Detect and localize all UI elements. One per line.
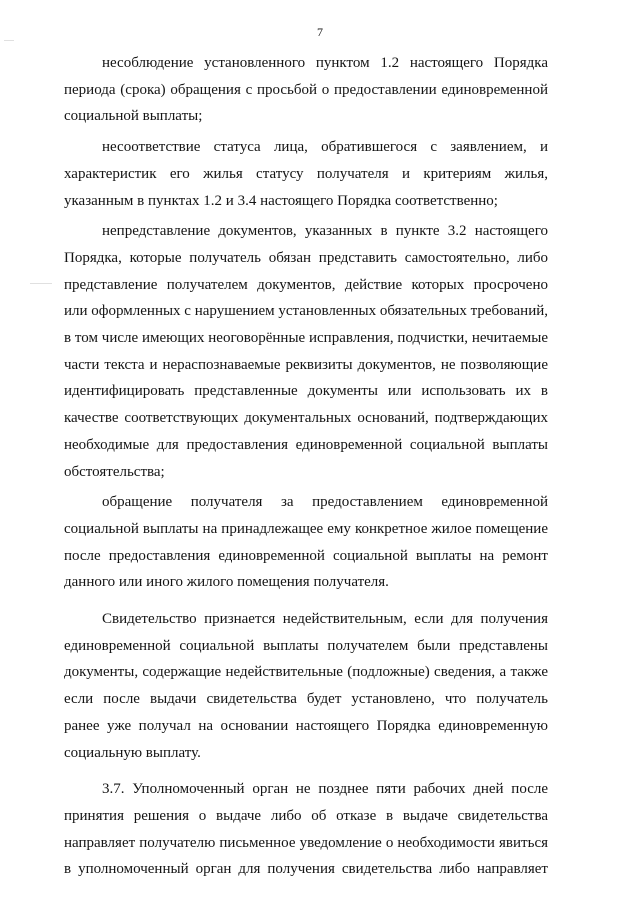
page-number: 7 (317, 25, 323, 39)
text-line: в уполномоченный орган для получения свидетельства либо направляет (64, 861, 548, 878)
text-line: принятия решения о выдаче либо об отказе в выдаче свидетельства (64, 807, 548, 824)
paragraph-certificate-invalid (64, 606, 548, 766)
text-line: обращение получателя за предоставлением единовременной (102, 494, 548, 511)
text-line: направляет получателю письменное уведомление о необходимости явиться (64, 834, 548, 851)
paragraph-status-mismatch (64, 134, 548, 214)
text-line: если после выдачи свидетельства будет установлено, что получатель (64, 691, 548, 708)
text-line: качестве соответствующих документальных оснований, подтверждающих (64, 410, 548, 427)
text-line: документы, содержащие недействительные (подложные) сведения, а также (64, 664, 548, 681)
text-line: непредставление документов, указанных в пункте 3.2 настоящего (102, 223, 548, 240)
text-line: или оформленных с нарушением установленных обязательных требований, (64, 303, 548, 320)
paragraph-clause-3-7 (64, 776, 548, 883)
text-line: после предоставления единовременной социальной выплаты на ремонт (64, 547, 548, 564)
text-line: указанным в пунктах 1.2 и 3.4 настоящего Порядка соответственно; (64, 192, 498, 209)
paragraph-noncompliance-period (64, 50, 548, 130)
text-line: несоблюдение установленного пунктом 1.2 настоящего Порядка (102, 55, 548, 71)
text-line: данного или иного жилого помещения получателя. (64, 574, 389, 591)
text-line: в том числе имеющих неоговорённые исправления, подчистки, нечитаемые (64, 330, 548, 347)
paragraph-documents-not-submitted (64, 218, 548, 485)
text-line: 3.7. Уполномоченный орган не позднее пяти рабочих дней после (102, 781, 548, 798)
text-line: социальной выплаты; (64, 108, 203, 125)
document-body (64, 50, 548, 883)
text-line: Порядка, которые получатель обязан представить самостоятельно, либо (64, 249, 548, 266)
text-line: социальную выплату. (64, 744, 201, 761)
text-line: идентифицировать представленные документы или использовать их в (64, 383, 548, 400)
paragraph-repeat-application (64, 489, 548, 596)
text-line: периода (срока) обращения с просьбой о предоставлении единовременной (64, 81, 548, 98)
text-line: единовременной социальной выплаты получателем были представлены (64, 637, 548, 654)
scan-mark (30, 283, 52, 284)
text-line: представление получателем документов, действие которых просрочено (64, 276, 548, 293)
text-line: ранее уже получал на основании настоящего Порядка единовременную (64, 717, 548, 734)
text-line: необходимые для предоставления единовременной социальной выплаты (64, 436, 548, 453)
scan-mark (4, 40, 14, 41)
text-line: социальной выплаты на принадлежащее ему конкретное жилое помещение (64, 520, 548, 537)
text-line: характеристик его жилья статусу получателя и критериям жилья, (64, 165, 548, 182)
text-line: несоответствие статуса лица, обратившегося с заявлением, и (102, 139, 548, 156)
text-line: части текста и нераспознаваемые реквизиты документов, не позволяющие (64, 356, 548, 373)
text-line: Свидетельство признается недействительным, если для получения (102, 611, 548, 628)
text-line: обстоятельства; (64, 463, 165, 480)
